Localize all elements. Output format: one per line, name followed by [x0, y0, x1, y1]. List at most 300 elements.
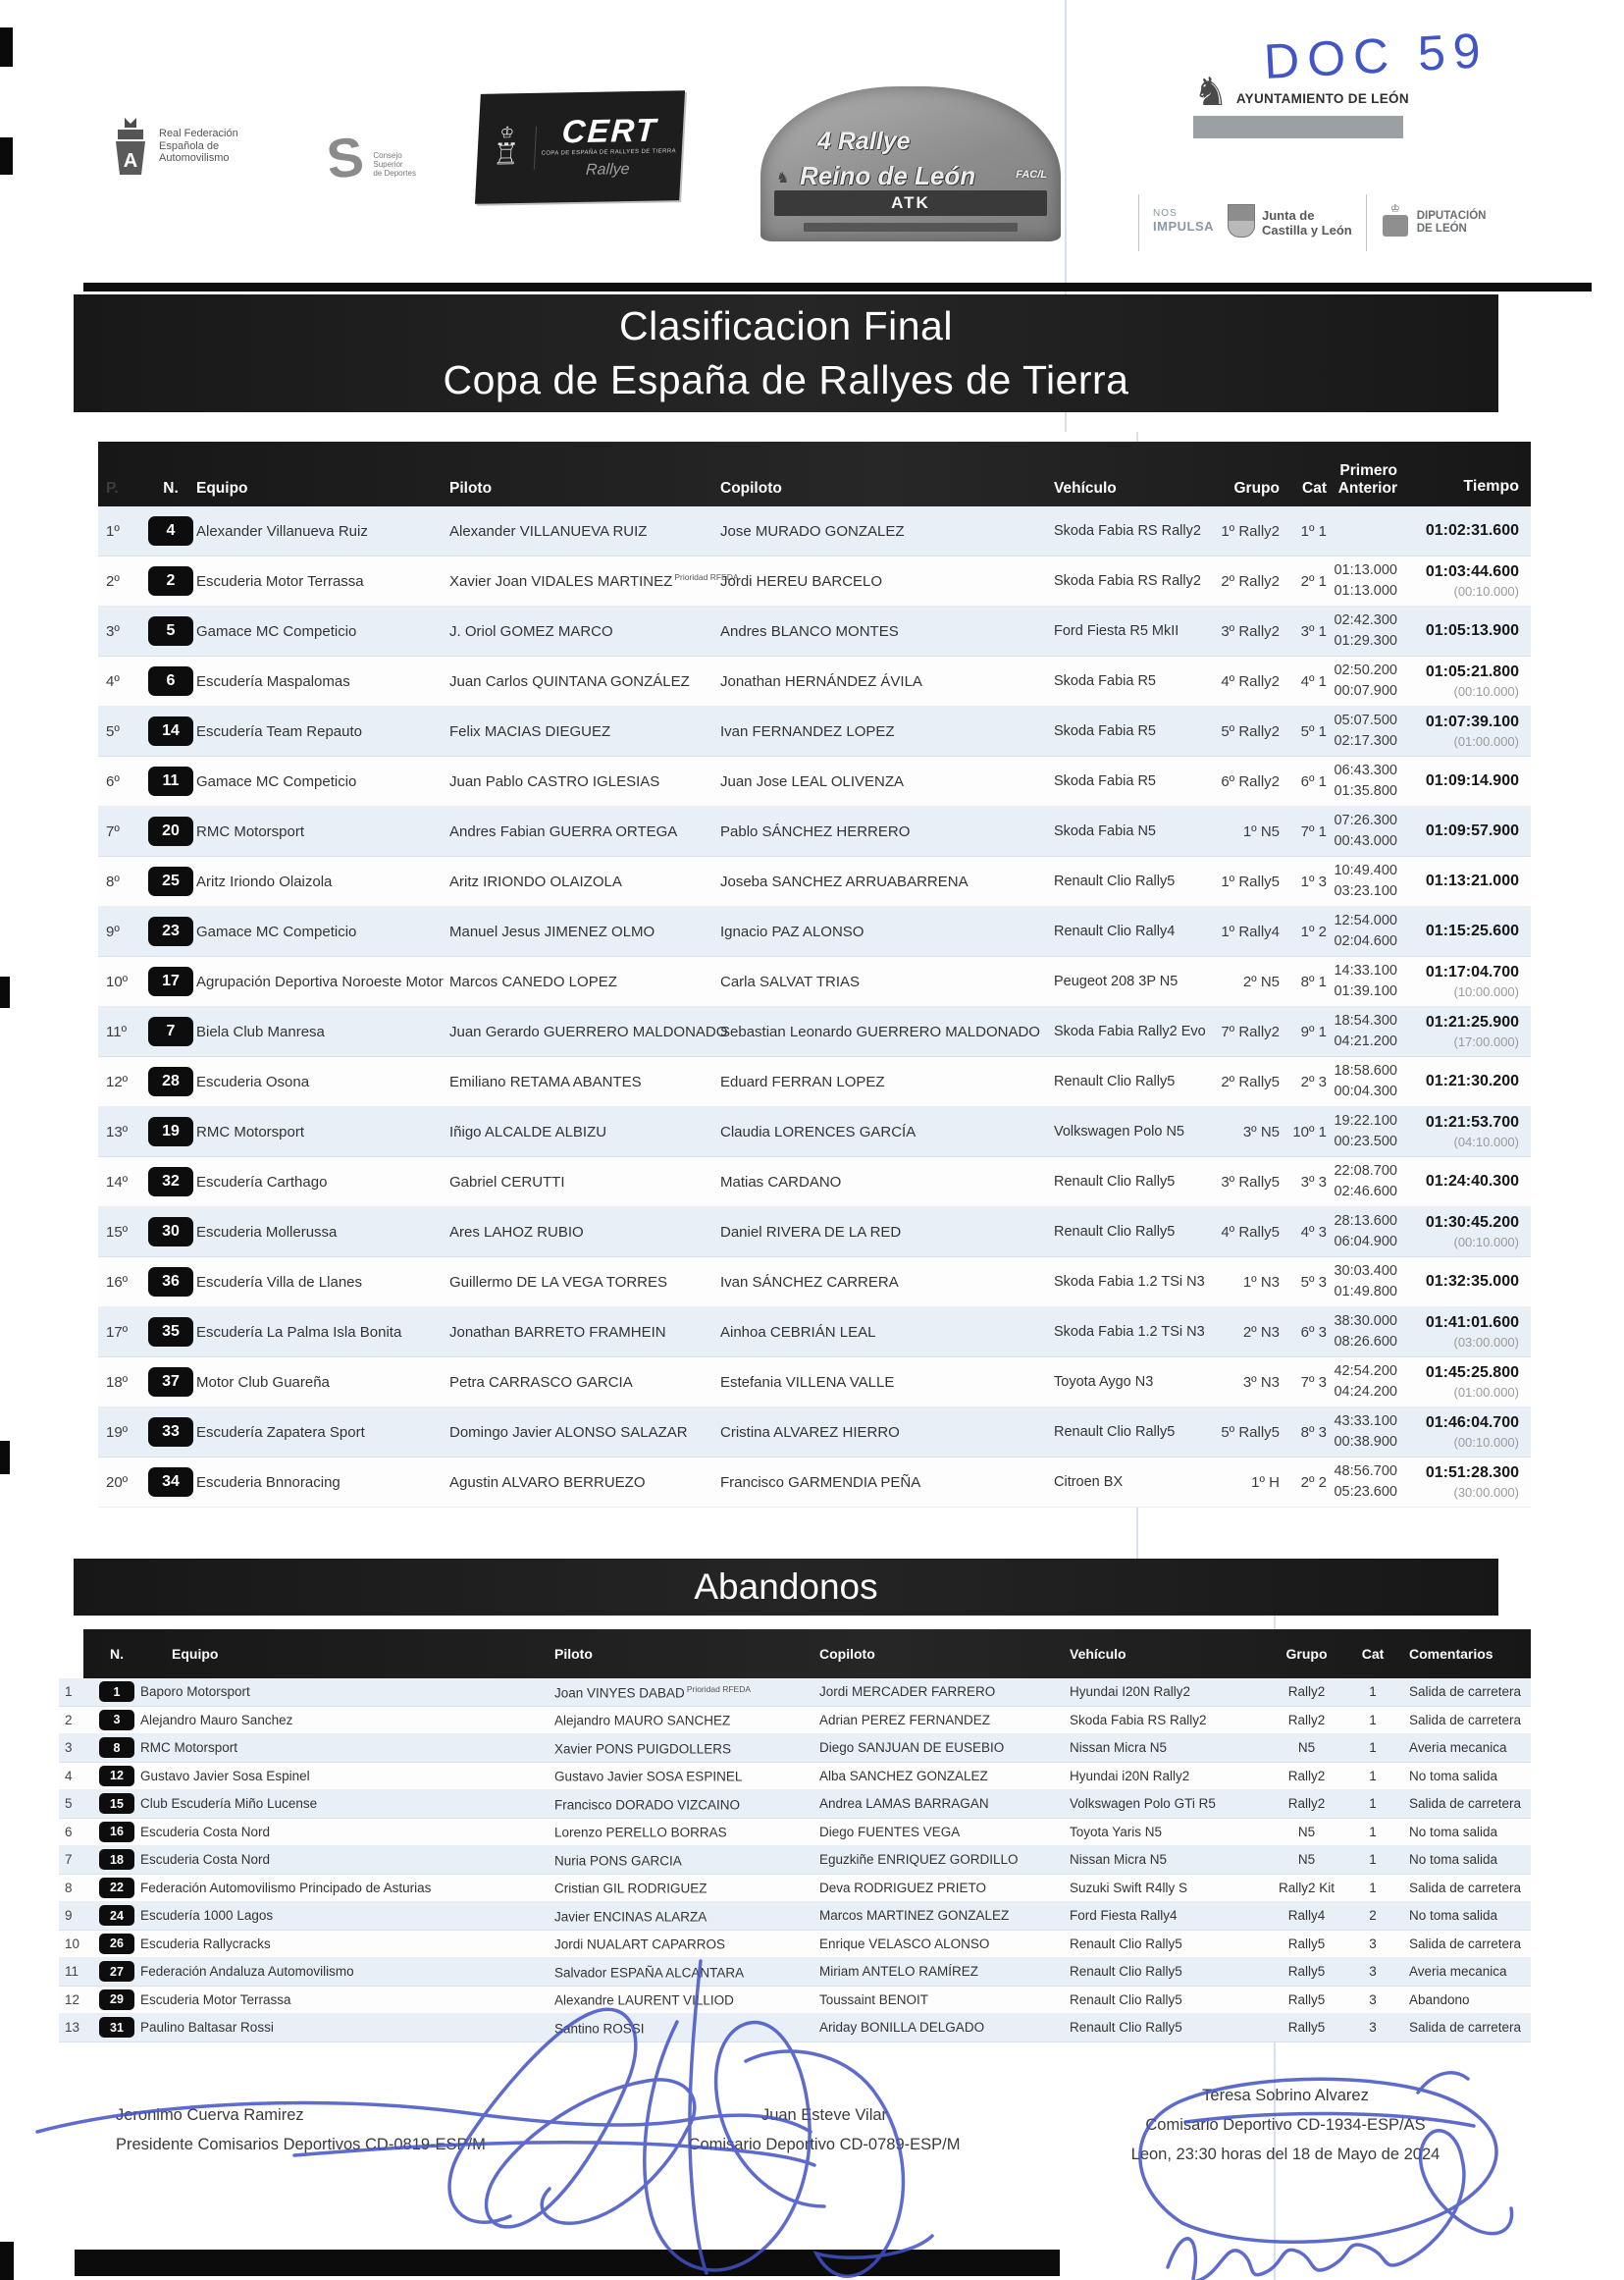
gap-cell [1327, 711, 1397, 752]
driver-name: Juan Gerardo GUERRERO MALDONADO [449, 1024, 728, 1040]
gap-to-first: 12:54.000 [1334, 913, 1397, 928]
col-header-vehiculo: Vehículo [1070, 1646, 1126, 1662]
total-time: 01:17:04.700 [1425, 964, 1519, 981]
gap-to-previous: 00:38.900 [1334, 1434, 1397, 1450]
gap-cell [1327, 1111, 1397, 1152]
team-name: Escuderia Mollerussa [196, 1223, 338, 1241]
plate-right-tag: FAC/L [1016, 169, 1047, 181]
team-name: Paulino Baltasar Rossi [140, 2020, 274, 2036]
junta-logo [1228, 204, 1352, 238]
vehicle: Ford Fiesta Rally4 [1070, 1908, 1178, 1924]
category-position: 7º 3 [1300, 1373, 1327, 1391]
group-position: 3º Rally5 [1221, 1173, 1280, 1191]
driver-name: Jonathan BARRETO FRAMHEIN [449, 1324, 666, 1341]
codriver-name: Jose MURADO GONZALEZ [720, 522, 905, 540]
driver-cell [449, 672, 720, 690]
driver-name: Felix MACIAS DIEGUEZ [449, 723, 611, 740]
team-name: RMC Motorsport [196, 1123, 305, 1140]
total-time: 01:07:39.100 [1425, 714, 1519, 730]
nos-impulsa-logo [1153, 208, 1214, 234]
signer-role: Comisario Deportivo CD-0789-ESP/M [688, 2136, 961, 2153]
driver-cell [449, 622, 720, 640]
car-number-cell [145, 1367, 196, 1397]
driver-name: Javier ENCINAS ALARZA [554, 1909, 707, 1924]
driver-cell [449, 772, 720, 790]
abandono-row [59, 1678, 1531, 1707]
driver-name: Santino ROSSI [554, 2021, 645, 2036]
classification-row [98, 807, 1531, 857]
driver-name: Emiliano RETAMA ABANTES [449, 1074, 642, 1090]
group-position: 2º N5 [1242, 973, 1280, 990]
car-number-cell [145, 566, 196, 596]
gap-to-first: 06:43.300 [1334, 763, 1397, 778]
team-name: Escudería Zapatera Sport [196, 1423, 365, 1441]
group-position: 3º N3 [1242, 1373, 1280, 1391]
driver-cell [449, 722, 720, 740]
driver-name: Marcos CANEDO LOPEZ [449, 974, 617, 990]
abandono-row [59, 1819, 1531, 1847]
group: Rally4 [1287, 1908, 1326, 1924]
position: 3º [106, 622, 120, 640]
driver-cell [554, 1964, 819, 1981]
rfea-crest-icon [110, 116, 151, 177]
driver-cell [554, 1991, 819, 2008]
team-name: RMC Motorsport [140, 1740, 238, 1756]
vehicle: Skoda Fabia N5 [1054, 823, 1156, 839]
car-number-badge: 34 [148, 1467, 193, 1497]
group: Rally5 [1287, 1991, 1326, 2007]
time-cell [1397, 662, 1531, 701]
vehicle: Renault Clio Rally5 [1070, 1964, 1182, 1980]
driver-cell [554, 2020, 819, 2037]
car-number-cell [93, 1849, 140, 1870]
category: 3 [1369, 1964, 1377, 1980]
codriver-name: Diego SANJUAN DE EUSEBIO [819, 1740, 1005, 1756]
retirement-reason: Salida de carretera [1409, 1880, 1522, 1895]
car-number-cell [145, 1317, 196, 1347]
car-number-cell [145, 1017, 196, 1046]
time-cell [1397, 1012, 1531, 1051]
team-name: Club Escudería Miño Lucense [140, 1796, 318, 1812]
car-number-badge: 16 [99, 1822, 134, 1842]
driver-name: Gustavo Javier SOSA ESPINEL [554, 1769, 743, 1784]
codriver-name: Miriam ANTELO RAMÍREZ [819, 1964, 979, 1980]
team-name: Federación Andaluza Automovilismo [140, 1964, 354, 1980]
codriver-name: Andrea LAMAS BARRAGAN [819, 1796, 989, 1812]
col-header-grupo: Grupo [1233, 480, 1280, 497]
category-position: 2º 2 [1300, 1473, 1327, 1491]
title-line2: Copa de España de Rallyes de Tierra [443, 357, 1129, 402]
category-position: 1º 2 [1300, 923, 1327, 940]
driver-cell [554, 1880, 819, 1896]
position: 1º [106, 522, 120, 540]
car-number-cell [145, 967, 196, 996]
time-cell [1397, 1171, 1531, 1193]
category-position: 8º 3 [1300, 1423, 1327, 1441]
classification-row [98, 657, 1531, 707]
row-index: 3 [65, 1740, 73, 1756]
car-number-cell [145, 1167, 196, 1196]
retirement-reason: No toma salida [1409, 1824, 1498, 1839]
total-time: 01:24:40.300 [1425, 1173, 1519, 1190]
team-name: Escudería 1000 Lagos [140, 1908, 274, 1924]
driver-cell [449, 1423, 720, 1441]
classification-row [98, 557, 1531, 607]
retirement-reason: No toma salida [1409, 1768, 1498, 1783]
category: 1 [1369, 1824, 1377, 1839]
category-position: 4º 3 [1300, 1223, 1327, 1241]
driver-name: Juan Pablo CASTRO IGLESIAS [449, 773, 660, 790]
car-number-badge: 2 [148, 566, 193, 596]
gap-to-first: 05:07.500 [1334, 713, 1397, 728]
codriver-name: Ivan SÁNCHEZ CARRERA [720, 1273, 899, 1291]
team-name: Aritz Iriondo Olaizola [196, 873, 333, 890]
penalty: (30:00.000) [1453, 1485, 1519, 1500]
penalty: (01:00.000) [1453, 1385, 1519, 1400]
driver-cell [449, 1073, 720, 1090]
gap-to-previous: 00:43.000 [1334, 833, 1397, 849]
svg-text:A: A [123, 150, 138, 172]
vehicle: Renault Clio Rally5 [1054, 874, 1176, 889]
driver-cell [554, 1824, 819, 1840]
title-top-strip [83, 283, 1592, 292]
car-number-cell [145, 1217, 196, 1246]
team-name: Escudería La Palma Isla Bonita [196, 1323, 402, 1341]
group-position: 1º H [1251, 1473, 1280, 1491]
team-name: RMC Motorsport [196, 822, 305, 840]
impulsa-line1: NOS [1153, 208, 1178, 219]
row-index: 11 [65, 1964, 79, 1980]
plate-skyline-strip [774, 190, 1047, 216]
abandono-row [59, 1763, 1531, 1791]
total-time: 01:21:25.900 [1425, 1014, 1519, 1031]
category: 1 [1369, 1684, 1377, 1700]
driver-name: Juan Carlos QUINTANA GONZÁLEZ [449, 673, 690, 690]
category-position: 8º 1 [1300, 973, 1327, 990]
gap-cell [1327, 1011, 1397, 1052]
category-position: 5º 3 [1300, 1273, 1327, 1291]
signature-ink-right [1168, 2239, 1403, 2280]
group-position: 1º Rally2 [1221, 522, 1280, 540]
driver-cell [554, 1712, 819, 1728]
penalty: (00:10.000) [1453, 1235, 1519, 1249]
gap-to-previous: 02:17.300 [1334, 733, 1397, 749]
gap-cell [1327, 961, 1397, 1002]
total-time: 01:21:30.200 [1425, 1073, 1519, 1089]
category-position: 3º 3 [1300, 1173, 1327, 1191]
codriver-name: Jonathan HERNÁNDEZ ÁVILA [720, 672, 922, 690]
driver-name: Petra CARRASCO GARCIA [449, 1374, 633, 1391]
cert-title: CERT [560, 111, 659, 150]
cert-crest-icon: ♔ ♖ [477, 127, 537, 171]
team-name: Gamace MC Competicio [196, 772, 357, 790]
abandono-row [59, 1846, 1531, 1875]
scan-edge-mark [0, 27, 13, 67]
team-name: Federación Automovilismo Principado de Asturias [140, 1880, 432, 1895]
team-name: Escuderia Osona [196, 1073, 310, 1090]
team-name: Motor Club Guareña [196, 1373, 330, 1391]
car-number-cell [145, 817, 196, 846]
vehicle: Renault Clio Rally5 [1054, 1074, 1176, 1089]
car-number-cell [93, 1878, 140, 1898]
row-index: 4 [65, 1768, 73, 1783]
position: 12º [106, 1073, 129, 1090]
vehicle: Hyundai I20N Rally2 [1070, 1684, 1191, 1700]
car-number-cell [145, 917, 196, 946]
group-position: 3º N5 [1242, 1123, 1280, 1140]
penalty: (00:10.000) [1453, 1435, 1519, 1450]
row-index: 2 [65, 1712, 73, 1727]
classification-row [98, 1057, 1531, 1107]
gap-cell [1327, 661, 1397, 702]
position: 8º [106, 873, 120, 890]
team-name: Escudería Villa de Llanes [196, 1273, 362, 1291]
col-header-equipo: Equipo [196, 480, 248, 497]
time-cell [1397, 921, 1531, 942]
vehicle: Nissan Micra N5 [1070, 1852, 1168, 1868]
car-number-cell [93, 1934, 140, 1954]
time-cell [1397, 1071, 1531, 1092]
car-number-badge: 20 [148, 817, 193, 846]
car-number-badge: 22 [99, 1878, 134, 1898]
car-number-badge: 12 [99, 1766, 134, 1786]
category: 1 [1369, 1712, 1377, 1727]
group: Rally5 [1287, 2020, 1326, 2036]
codriver-name: Enrique VELASCO ALONSO [819, 1935, 990, 1951]
priority-note: Prioridad RFEDA [674, 572, 739, 582]
vehicle: Skoda Fabia Rally2 Evo [1054, 1024, 1206, 1039]
car-number-badge: 24 [99, 1905, 134, 1926]
group-position: 2º N3 [1242, 1323, 1280, 1341]
vehicle: Skoda Fabia 1.2 TSi N3 [1054, 1274, 1205, 1290]
time-cell [1397, 1362, 1531, 1402]
car-number-badge: 6 [148, 666, 193, 696]
codriver-name: Cristina ALVAREZ HIERRO [720, 1423, 900, 1441]
car-number-badge: 33 [148, 1417, 193, 1447]
penalty: (17:00.000) [1453, 1034, 1519, 1049]
row-index: 10 [65, 1935, 80, 1951]
driver-name: Lorenzo PERELLO BORRAS [554, 1825, 727, 1840]
driver-name: Iñigo ALCALDE ALBIZU [449, 1124, 607, 1140]
driver-cell [554, 1740, 819, 1757]
car-number-cell [145, 867, 196, 896]
car-number-badge: 19 [148, 1117, 193, 1146]
driver-name: Francisco DORADO VIZCAINO [554, 1797, 741, 1812]
codriver-name: Carla SALVAT TRIAS [720, 973, 860, 990]
driver-name: Ares LAHOZ RUBIO [449, 1224, 584, 1241]
signer-name: Teresa Sobrino Alvarez [1202, 2087, 1369, 2104]
retirement-reason: No toma salida [1409, 1852, 1498, 1868]
driver-cell [554, 1768, 819, 1784]
codriver-name: Ainhoa CEBRIÁN LEAL [720, 1323, 876, 1341]
handwritten-doc-number: DOC 59 [1262, 23, 1490, 89]
group-position: 4º Rally2 [1221, 672, 1280, 690]
gap-cell [1327, 811, 1397, 852]
driver-cell [449, 873, 720, 890]
col-header-cat: Cat [1361, 1646, 1385, 1662]
classification-row [98, 1107, 1531, 1157]
csd-s-icon: S [323, 125, 367, 190]
total-time: 01:13:21.000 [1425, 873, 1519, 889]
row-index: 1 [65, 1684, 73, 1700]
signer-role: Comisario Deportivo CD-1934-ESP/AS [1145, 2116, 1426, 2134]
abandonos-title-band [74, 1559, 1498, 1616]
row-index: 6 [65, 1824, 73, 1839]
group-position: 6º Rally2 [1221, 772, 1280, 790]
scan-edge-mark [0, 2242, 14, 2280]
abandono-row [59, 1958, 1531, 1987]
classification-row [98, 907, 1531, 957]
team-name: Escuderia Motor Terrassa [196, 572, 364, 590]
penalty: (10:00.000) [1453, 984, 1519, 999]
gap-to-previous: 03:23.100 [1334, 883, 1397, 899]
car-number-badge: 1 [99, 1681, 134, 1702]
gap-cell [1327, 911, 1397, 952]
impulsa-line2: IMPULSA [1153, 219, 1214, 234]
gap-to-first: 38:30.000 [1334, 1313, 1397, 1329]
divider [1366, 194, 1367, 251]
gap-to-previous: 01:49.800 [1334, 1284, 1397, 1299]
car-number-badge: 7 [148, 1017, 193, 1046]
signature-block-president [116, 2100, 486, 2159]
classification-row [98, 1257, 1531, 1307]
cert-subtitle: COPA DE ESPAÑA DE RALLYES DE TIERRA [541, 148, 677, 157]
gap-to-previous: 08:26.600 [1334, 1334, 1397, 1350]
total-time: 01:46:04.700 [1425, 1414, 1519, 1431]
total-time: 01:03:44.600 [1425, 563, 1519, 580]
position: 19º [106, 1423, 129, 1441]
signature-place-date: Leon, 23:30 horas del 18 de Mayo de 2024 [1130, 2146, 1441, 2163]
group-position: 7º Rally2 [1221, 1023, 1280, 1040]
total-time: 01:05:21.800 [1425, 663, 1519, 680]
classification-row [98, 1207, 1531, 1257]
classification-row [98, 1407, 1531, 1458]
gap-cell [1327, 1361, 1397, 1403]
csd-logo [323, 125, 416, 190]
car-number-badge: 29 [99, 1989, 134, 2010]
codriver-name: Ariday BONILLA DELGADO [819, 2020, 985, 2036]
car-number-cell [145, 616, 196, 646]
codriver-name: Ignacio PAZ ALONSO [720, 923, 864, 940]
classification-table-header [98, 442, 1531, 506]
car-number-badge: 32 [148, 1167, 193, 1196]
gap-to-previous: 02:46.600 [1334, 1184, 1397, 1199]
driver-cell [554, 1796, 819, 1813]
classification-table [98, 442, 1531, 1508]
driver-cell [449, 1373, 720, 1391]
driver-name: Salvador ESPAÑA ALCANTARA [554, 1965, 745, 1980]
col-header-copiloto: Copiloto [720, 480, 782, 497]
category-position: 6º 1 [1300, 772, 1327, 790]
vehicle: Renault Clio Rally5 [1054, 1224, 1176, 1240]
car-number-cell [93, 1793, 140, 1814]
driver-cell [449, 1473, 720, 1491]
divider [1138, 194, 1139, 251]
codriver-name: Daniel RIVERA DE LA RED [720, 1223, 902, 1241]
category-position: 1º 1 [1300, 522, 1327, 540]
time-cell [1397, 1112, 1531, 1151]
gap-to-previous: 00:04.300 [1334, 1084, 1397, 1099]
penalty: (00:10.000) [1453, 584, 1519, 599]
car-number-cell [145, 767, 196, 796]
signer-role: Presidente Comisarios Deportivos CD-0819-ESP/M [116, 2136, 486, 2153]
gap-to-previous: 01:35.800 [1334, 783, 1397, 799]
group-position: 1º Rally5 [1221, 873, 1280, 890]
codriver-name: Eduard FERRAN LOPEZ [720, 1073, 885, 1090]
driver-name: Alexandre LAURENT VILLIOD [554, 1992, 734, 2008]
car-number-badge: 27 [99, 1961, 134, 1982]
codriver-name: Jordi HEREU BARCELO [720, 572, 883, 590]
retirement-reason: Averia mecanica [1409, 1740, 1507, 1756]
category-position: 9º 1 [1300, 1023, 1327, 1040]
team-name: Gamace MC Competicio [196, 923, 357, 940]
retirement-reason: Salida de carretera [1409, 1796, 1522, 1812]
category-position: 3º 1 [1300, 622, 1327, 640]
total-time: 01:02:31.600 [1425, 522, 1519, 539]
time-cell [1397, 1212, 1531, 1251]
gap-to-first: 02:50.200 [1334, 663, 1397, 678]
total-time: 01:09:57.900 [1425, 822, 1519, 839]
gap-to-previous: 01:29.300 [1334, 633, 1397, 649]
driver-cell [449, 1173, 720, 1191]
team-name: Escuderia Costa Nord [140, 1852, 271, 1868]
car-number-cell [93, 1989, 140, 2010]
gap-cell [1327, 1311, 1397, 1352]
col-header-vehiculo: Vehículo [1054, 480, 1117, 497]
car-number-cell [93, 1905, 140, 1926]
abandono-row [59, 1707, 1531, 1735]
retirement-reason: Salida de carretera [1409, 2020, 1522, 2036]
codriver-name: Sebastian Leonardo GUERRERO MALDONADO [720, 1023, 1040, 1040]
diputacion-label: DIPUTACIÓN DE LEÓN [1416, 210, 1487, 235]
gap-cell [1327, 761, 1397, 802]
group-position: 3º Rally2 [1221, 622, 1280, 640]
group: Rally2 [1287, 1768, 1326, 1783]
position: 5º [106, 722, 120, 740]
driver-name: Alexander VILLANUEVA RUIZ [449, 523, 648, 540]
category: 3 [1369, 2020, 1377, 2036]
car-number-badge: 35 [148, 1317, 193, 1347]
codriver-name: Marcos MARTINEZ GONZALEZ [819, 1908, 1010, 1924]
vehicle: Ford Fiesta R5 MkII [1054, 623, 1179, 639]
driver-name: Xavier PONS PUIGDOLLERS [554, 1741, 732, 1756]
junta-shield-icon [1228, 204, 1255, 238]
codriver-name: Juan Jose LEAL OLIVENZA [720, 772, 905, 790]
driver-cell [449, 1023, 728, 1040]
rfea-logo [110, 116, 238, 177]
vehicle: Renault Clio Rally5 [1054, 1424, 1176, 1440]
group-position: 5º Rally2 [1221, 722, 1280, 740]
codriver-name: Matias CARDANO [720, 1173, 842, 1191]
total-time: 01:05:13.900 [1425, 622, 1519, 639]
scan-bottom-bar [75, 2250, 1060, 2276]
team-name: Alexander Villanueva Ruiz [196, 522, 368, 540]
gap-to-first: 22:08.700 [1334, 1163, 1397, 1179]
gap-to-first: 14:33.100 [1334, 963, 1397, 979]
driver-name: Gabriel CERUTTI [449, 1174, 565, 1191]
col-header-num: N. [163, 480, 179, 497]
group-position: 1º N5 [1242, 822, 1280, 840]
category-position: 7º 1 [1300, 822, 1327, 840]
codriver-name: Joseba SANCHEZ ARRUABARRENA [720, 873, 969, 890]
group: N5 [1297, 1740, 1316, 1756]
col-header-copiloto: Copiloto [819, 1646, 875, 1662]
abandono-row [59, 1875, 1531, 1903]
vehicle: Toyota Yaris N5 [1070, 1824, 1163, 1839]
car-number-badge: 36 [148, 1267, 193, 1297]
position: 10º [106, 973, 129, 990]
diputacion-logo [1381, 204, 1487, 238]
